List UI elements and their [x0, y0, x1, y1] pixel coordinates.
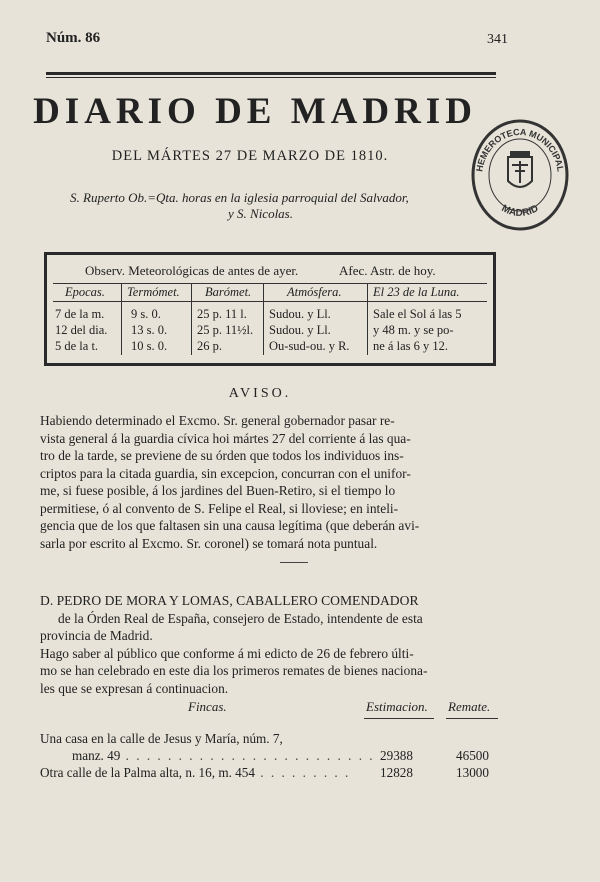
meteo-rule — [53, 301, 487, 302]
top-rule-thin — [46, 77, 496, 78]
property-line: manz. 49 . . . . . . . . . . . . . . . . . . . . . . . . . — [72, 748, 386, 763]
meteo-rule — [53, 283, 487, 284]
aviso-line: gencia que de los que faltasen sin una causa legítima (que deberán avi- — [40, 518, 420, 533]
header-underline — [446, 718, 498, 719]
meteo-luna-line: Sale el Sol á las 5 — [373, 307, 462, 321]
masthead: DIARIO DE MADRID — [33, 91, 477, 132]
stamp-top-text: HEMEROTECA MUNICIPAL — [474, 126, 566, 173]
aviso-line: Habiendo determinado el Excmo. Sr. general gobernador pasar re- — [40, 413, 395, 428]
meteo-cell: 10 s. 0. — [131, 339, 168, 353]
estimacion-value: 12828 — [380, 765, 413, 780]
meteo-title-left: Observ. Meteorológicas de antes de ayer. — [85, 263, 299, 278]
edict-line: de la Órden Real de España, consejero de Estado, intendente de esta — [58, 610, 423, 626]
property-line: Otra calle de la Palma alta, n. 16, m. 454 . . . . . . . . . — [40, 765, 351, 780]
estimacion-value: 29388 — [380, 748, 413, 763]
edict-title: D. PEDRO DE MORA Y LOMAS, CABALLERO COMENDADOR — [40, 593, 419, 608]
meteo-luna-line: y 48 m. y se po- — [373, 323, 454, 337]
meteo-col-divider — [263, 283, 264, 355]
aviso-line: permitiese, ó al convento de S. Felipe el Real, si lloviese; en inteli- — [40, 500, 399, 516]
edict-line: mo se han celebrado en este dia los primeros remates de bienes naciona- — [40, 663, 428, 678]
top-rule — [46, 72, 496, 75]
meteo-cell: 9 s. 0. — [131, 307, 161, 321]
edict-line: Hago saber al público que conforme á mi edicto de 26 de febrero últi- — [40, 645, 414, 661]
meteo-cell: 12 del dia. — [55, 323, 108, 337]
meteo-col-divider — [191, 283, 192, 355]
property-line: Una casa en la calle de Jesus y María, núm. 7, — [40, 731, 283, 746]
page-number: 341 — [487, 32, 508, 47]
library-stamp — [470, 115, 570, 233]
aviso-line: tro de la tarde, se previene de su órden que todos los individuos ins- — [40, 448, 404, 463]
meteo-col-divider — [121, 283, 122, 355]
meteo-title-right: Afec. Astr. de hoy. — [339, 263, 436, 278]
aviso-line: me, si fuese posible, á los jardines del Buen-Retiro, si el tiempo lo — [40, 483, 396, 498]
dateline: DEL MÁRTES 27 DE MARZO DE 1810. — [111, 148, 389, 164]
remate-value: 13000 — [456, 765, 489, 780]
issue-number: Núm. 86 — [46, 30, 101, 46]
meteo-cell: Sudou. y Ll. — [269, 323, 331, 337]
meteo-cell: Sudou. y Ll. — [269, 307, 331, 321]
meteo-cell: 13 s. 0. — [131, 323, 168, 337]
meteo-col-atmosfera: Atmósfera. — [287, 285, 342, 299]
meteo-col-divider — [367, 283, 368, 355]
aviso-line: sarla por escrito al Excmo. Sr. coronel) se tomará nota puntual. — [40, 535, 378, 551]
meteorological-table — [44, 252, 496, 366]
col-header-remate: Remate. — [448, 699, 491, 714]
svg-text:MADRID — [500, 203, 541, 219]
coat-of-arms-icon — [508, 151, 532, 187]
meteo-col-epocas: Epocas. — [65, 285, 105, 299]
section-separator — [280, 562, 308, 563]
header-underline — [364, 718, 434, 719]
meteo-luna-line: ne á las 6 y 12. — [373, 339, 448, 353]
meteo-col-barometro: Barómet. — [205, 285, 252, 299]
meteo-cell: 25 p. 11 l. — [197, 307, 247, 321]
edict-line: les que se expresan á continuacion. — [40, 680, 229, 696]
aviso-heading: AVISO. — [228, 386, 292, 401]
edict-line: provincia de Madrid. — [40, 628, 153, 643]
aviso-line: criptos para la citada guardia, sin excepcion, concurran con el unifor- — [40, 465, 411, 481]
aviso-paragraph — [40, 412, 500, 552]
meteo-cell: 26 p. — [197, 339, 222, 353]
edict-paragraph — [40, 592, 500, 697]
meteo-col-luna: El 23 de la Luna. — [373, 285, 460, 299]
stamp-bottom-text: MADRID — [499, 203, 541, 219]
col-header-fincas: Fincas. — [188, 699, 227, 714]
col-header-estimacion: Estimacion. — [366, 699, 428, 714]
meteo-col-termometro: Termómet. — [127, 285, 180, 299]
saint-line-1: S. Ruperto Ob.=Qta. horas en la iglesia parroquial del Salvador, — [70, 190, 409, 205]
meteo-cell: 25 p. 11½l. — [197, 323, 254, 337]
meteo-cell: 7 de la m. — [55, 307, 105, 321]
aviso-line: vista general á la guardia cívica hoi mártes 27 del corriente á las qua- — [40, 430, 411, 446]
remate-value: 46500 — [456, 748, 489, 763]
meteo-cell: Ou-sud-ou. y R. — [269, 339, 350, 353]
saint-line-2: y S. Nicolas. — [228, 206, 293, 221]
meteo-cell: 5 de la t. — [55, 339, 99, 353]
